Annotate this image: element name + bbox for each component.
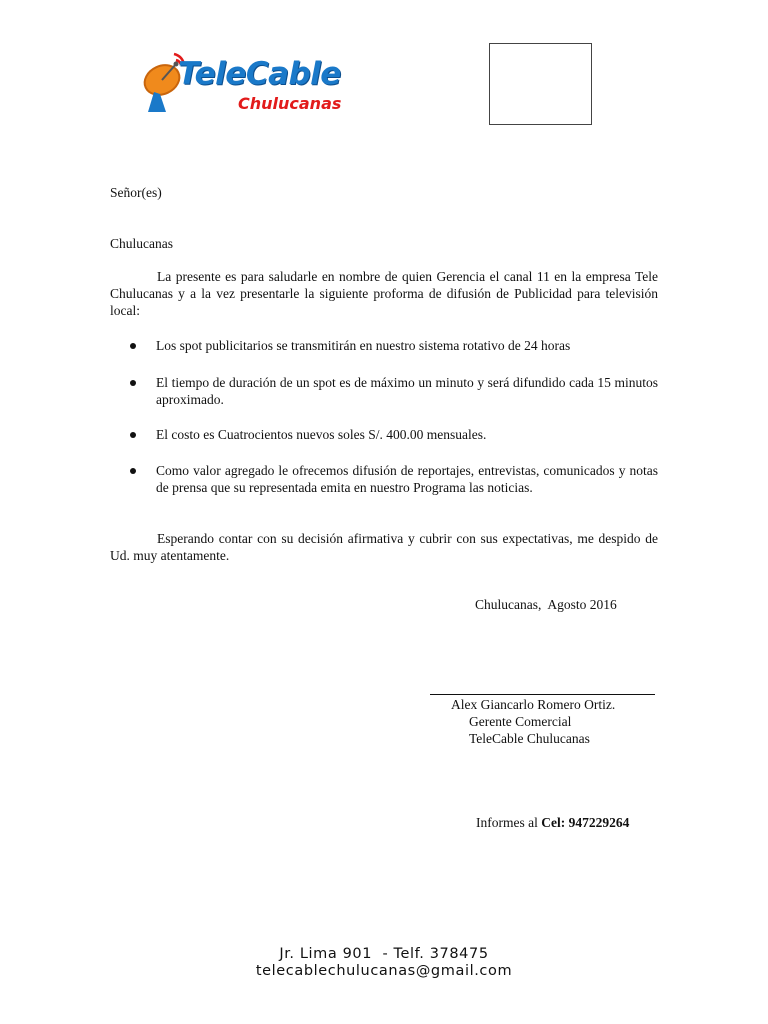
bullet-text: El tiempo de duración de un spot es de máximo un minuto y será difundido cada 15 minutos aproximado.	[156, 375, 658, 407]
bullet-item	[130, 374, 658, 408]
salutation: Señor(es)	[110, 185, 162, 200]
photo-placeholder-box	[489, 43, 592, 125]
letter-date: Chulucanas, Agosto 2016	[475, 597, 617, 612]
bullet-item	[130, 426, 658, 443]
bullet-text: Como valor agregado le ofrecemos difusión de reportajes, entrevistas, comunicados y notas de prensa que su representada emita en nuestro Programa las noticias.	[156, 463, 658, 495]
company-logo	[140, 50, 370, 120]
logo-title: TeleCable	[178, 56, 341, 92]
signature-line	[430, 694, 655, 695]
bullet-dot	[130, 432, 136, 438]
bullet-item	[130, 462, 658, 496]
contact-label: Informes al	[476, 815, 542, 830]
bullet-text: Los spot publicitarios se transmitirán en nuestro sistema rotativo de 24 horas	[156, 338, 571, 353]
intro-paragraph: La presente es para saludarle en nombre de quien Gerencia el canal 11 en la empresa Tele Chulucanas y a la vez presentarle la siguiente proforma de difusión de Publicidad para televisión local:	[110, 269, 658, 318]
signer-role: Gerente Comercial	[469, 714, 572, 729]
bullet-dot	[130, 343, 136, 349]
contact-phone: Cel: 947229264	[541, 815, 630, 830]
footer-address: Jr. Lima 901 - Telf. 378475	[279, 946, 489, 962]
bullet-dot	[130, 468, 136, 474]
signer-name: Alex Giancarlo Romero Ortiz.	[451, 697, 616, 712]
bullet-item	[130, 337, 658, 354]
bullet-dot	[130, 380, 136, 386]
signer-company: TeleCable Chulucanas	[469, 731, 590, 746]
bullet-text: El costo es Cuatrocientos nuevos soles S/. 400.00 mensuales.	[156, 427, 487, 442]
footer-email: telecablechulucanas@gmail.com	[255, 963, 513, 979]
logo-subtitle: Chulucanas	[238, 94, 342, 113]
addressee-city: Chulucanas	[110, 236, 173, 251]
closing-paragraph: Esperando contar con su decisión afirmativa y cubrir con sus expectativas, me despido de Ud. muy atentamente.	[110, 531, 658, 563]
contact-line	[476, 815, 629, 831]
